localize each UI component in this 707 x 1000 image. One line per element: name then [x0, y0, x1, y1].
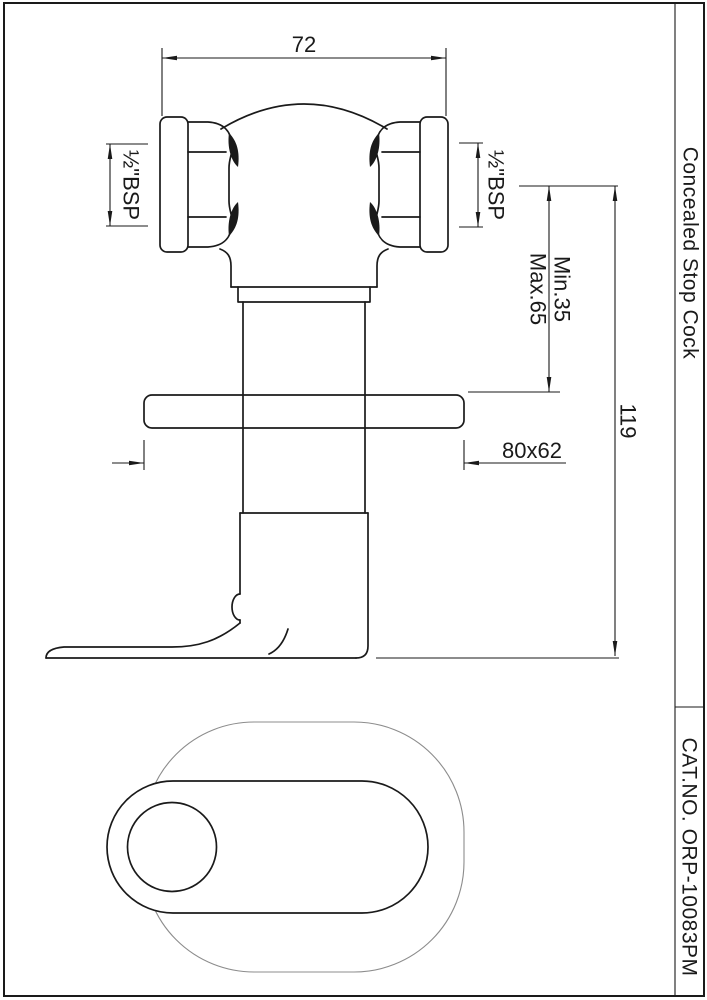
lever-inner-curve — [269, 629, 288, 654]
catalog-number-label: CAT.NO. ORP-10083PM — [677, 737, 701, 977]
valve-body-dome — [221, 104, 387, 129]
right-coupling-cap — [420, 117, 448, 252]
left-coupling-cap — [160, 117, 188, 252]
elevation-view — [46, 104, 464, 658]
outlet-thread-label: ½"BSP — [483, 149, 509, 221]
overall-width-label: 72 — [291, 32, 317, 57]
handle-block-screw-cover — [232, 594, 240, 620]
left-hex-nut — [188, 122, 232, 247]
right-hex-nut — [376, 122, 420, 247]
dimension-flange-size — [112, 438, 566, 470]
dimension-bsp-left — [106, 144, 148, 226]
wall-depth-min-label: Min.35 — [549, 255, 575, 323]
lever-plan-outline — [107, 781, 428, 913]
body-wall-left — [220, 249, 231, 287]
dimension-bsp-right — [459, 143, 509, 227]
wall-flange — [144, 395, 464, 428]
dimension-overall-height — [376, 186, 641, 658]
body-wall-right — [377, 249, 388, 287]
handle-block-right-wall — [356, 513, 368, 658]
body-collar — [238, 287, 370, 302]
flange-size-label: 80x62 — [502, 438, 562, 463]
overall-height-label: 119 — [615, 403, 641, 439]
product-name-label: Concealed Stop Cock — [678, 146, 702, 360]
title-block — [678, 147, 702, 977]
plan-view — [107, 722, 464, 972]
wall-depth-max-label: Max.65 — [525, 252, 551, 326]
dimensions — [106, 32, 641, 658]
lever-top-edge — [46, 623, 240, 658]
inlet-thread-label: ½"BSP — [118, 149, 144, 221]
